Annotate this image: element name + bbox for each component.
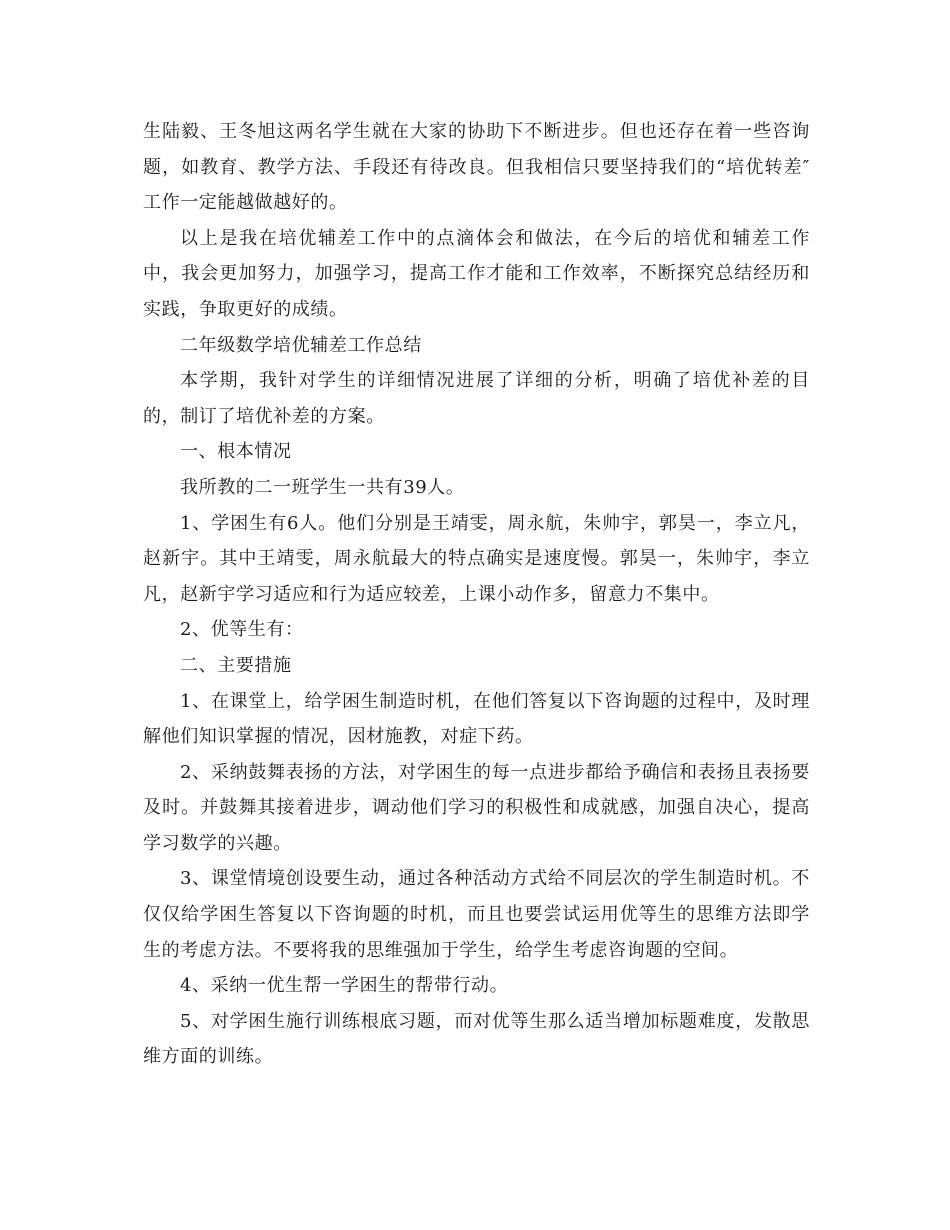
paragraph: 我所教的二一班学生一共有39人。 xyxy=(180,476,465,498)
section-heading: 二、主要措施 xyxy=(180,654,292,676)
paragraph: 本学期，我针对学生的详细情况进展了详细的分析，明确了培优补差的目的，制订了培优补差的方案。 xyxy=(143,370,810,427)
document-body xyxy=(143,114,810,1075)
paragraph: 以上是我在培优辅差工作中的点滴体会和做法，在今后的培优和辅差工作中，我会更加努力，加强学习，提高工作才能和工作效率，不断探究总结经历和实践，争取更好的成绩。 xyxy=(143,227,810,320)
paragraph: 2、采纳鼓舞表扬的方法，对学困生的每一点进步都给予确信和表扬且表扬要及时。并鼓舞其接着进步，调动他们学习的积极性和成就感，加强自决心，提高学习数学的兴趣。 xyxy=(143,761,810,854)
section-title: 二年级数学培优辅差工作总结 xyxy=(180,334,422,356)
paragraph: 4、采纳一优生帮一学困生的帮带行动。 xyxy=(180,975,509,997)
section-heading: 一、根本情况 xyxy=(180,441,292,463)
paragraph: 生陆毅、王冬旭这两名学生就在大家的协助下不断进步。但也还存在着一些咨询题，如教育、教学方法、手段还有待改良。但我相信只要坚持我们的“培优转差″工作一定能越做越好的。 xyxy=(143,121,810,214)
paragraph: 5、对学困生施行训练根底习题，而对优等生那么适当增加标题难度，发散思维方面的训练。 xyxy=(143,1010,810,1068)
paragraph: 3、课堂情境创设要生动，通过各种活动方式给不同层次的学生制造时机。不仅仅给学困生答复以下咨询题的时机，而且也要尝试运用优等生的思维方法即学生的考虑方法。不要将我的思维强加于学生，给学生考虑咨询题的空间。 xyxy=(143,868,810,961)
paragraph: 1、学困生有6人。他们分别是王靖雯，周永航，朱帅宇，郭昊一，李立凡，赵新宇。其中王靖雯，周永航最大的特点确实是速度慢。郭昊一，朱帅宇，李立凡，赵新宇学习适应和行为适应较差，上课小动作多，留意力不集中。 xyxy=(143,512,810,605)
paragraph: 1、在课堂上，给学困生制造时机，在他们答复以下咨询题的过程中，及时理解他们知识掌握的情况，因材施教，对症下药。 xyxy=(143,690,810,748)
paragraph: 2、优等生有： xyxy=(180,619,304,641)
